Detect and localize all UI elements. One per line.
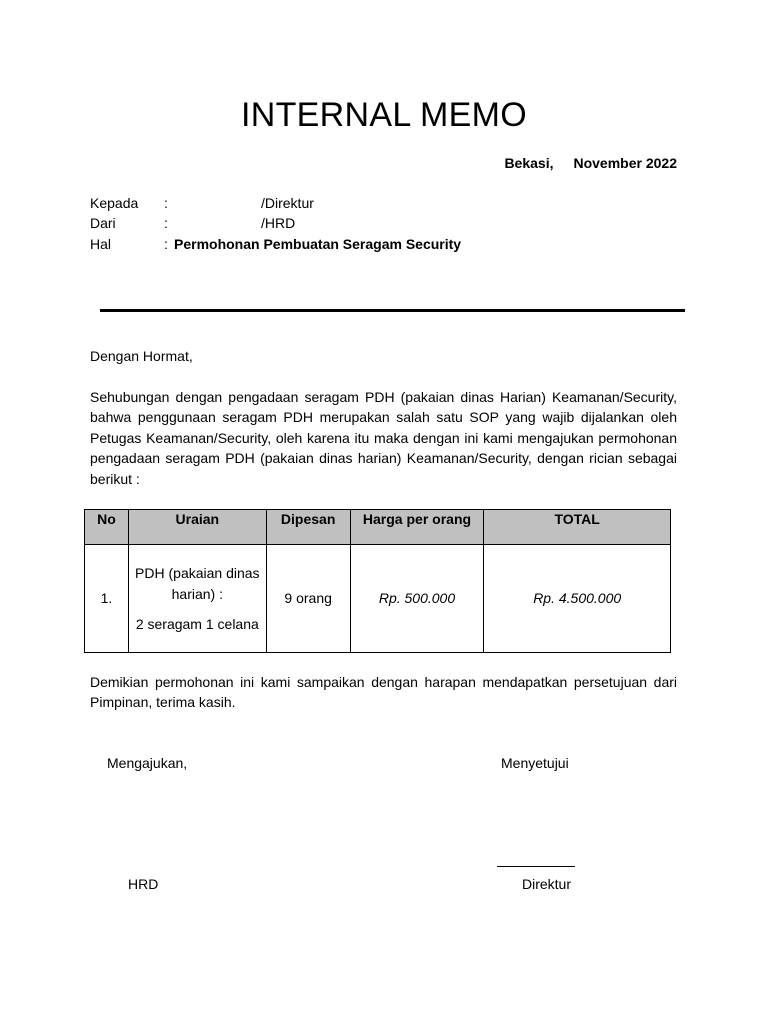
header-from-colon: : bbox=[164, 215, 168, 231]
memo-title: INTERNAL MEMO bbox=[241, 96, 527, 134]
table-row bbox=[85, 545, 671, 653]
header-row-from bbox=[0, 213, 768, 233]
uraian-line-2: 2 seragam 1 celana bbox=[135, 615, 259, 632]
items-table bbox=[84, 509, 671, 653]
header-subject-value: Permohonan Pembuatan Seragam Security bbox=[174, 236, 462, 252]
header-to-colon: : bbox=[164, 195, 168, 211]
header-row-subject bbox=[0, 234, 768, 254]
header-to-label: Kepada bbox=[90, 195, 139, 211]
header-subject-label: Hal bbox=[90, 236, 112, 252]
cell-uraian bbox=[128, 545, 266, 653]
body-paragraph: Sehubungan dengan pengadaan seragam PDH (pakaian dinas Harian) Keamanan/Security, bahwa penggunaan seragam PDH merupakan salah satu SOP yang wajib dijalankan oleh Petugas Keamanan/Security, oleh karena itu maka dengan ini kami mengajukan permohonan pengadaan seragam PDH (pakaian dinas harian) Keamanan/Security, dengan rician sebagai berikut : bbox=[90, 389, 677, 487]
cell-total: Rp. 4.500.000 bbox=[484, 545, 671, 653]
col-header-dipesan: Dipesan bbox=[266, 510, 350, 545]
cell-no: 1. bbox=[85, 545, 129, 653]
signature-left-name: HRD bbox=[128, 876, 159, 892]
closing-paragraph: Demikian permohonan ini kami sampaikan dengan harapan mendapatkan persetujuan dari Pimpinan, terima kasih. bbox=[90, 674, 677, 711]
header-row-to bbox=[0, 193, 768, 213]
divider-line bbox=[100, 309, 685, 312]
memo-place: Bekasi, bbox=[504, 155, 554, 171]
signature-left-heading: Mengajukan, bbox=[107, 755, 188, 771]
col-header-harga: Harga per orang bbox=[350, 510, 484, 545]
greeting: Dengan Hormat, bbox=[90, 348, 193, 364]
header-from-value: /HRD bbox=[261, 215, 296, 231]
table-header-row bbox=[85, 510, 671, 545]
header-from-label: Dari bbox=[90, 215, 116, 231]
col-header-no: No bbox=[85, 510, 129, 545]
signature-right-heading: Menyetujui bbox=[501, 755, 569, 771]
cell-harga: Rp. 500.000 bbox=[350, 545, 484, 653]
header-subject-colon: : bbox=[164, 236, 168, 252]
signature-right-name: Direktur bbox=[522, 876, 572, 892]
place-date bbox=[504, 153, 677, 173]
col-header-total: TOTAL bbox=[484, 510, 671, 545]
header-to-value: /Direktur bbox=[261, 195, 314, 211]
uraian-line-1: PDH (pakaian dinas harian) : bbox=[135, 564, 260, 602]
col-header-uraian: Uraian bbox=[128, 510, 266, 545]
cell-dipesan: 9 orang bbox=[266, 545, 350, 653]
memo-date: November 2022 bbox=[573, 155, 677, 171]
signature-line bbox=[497, 866, 575, 867]
